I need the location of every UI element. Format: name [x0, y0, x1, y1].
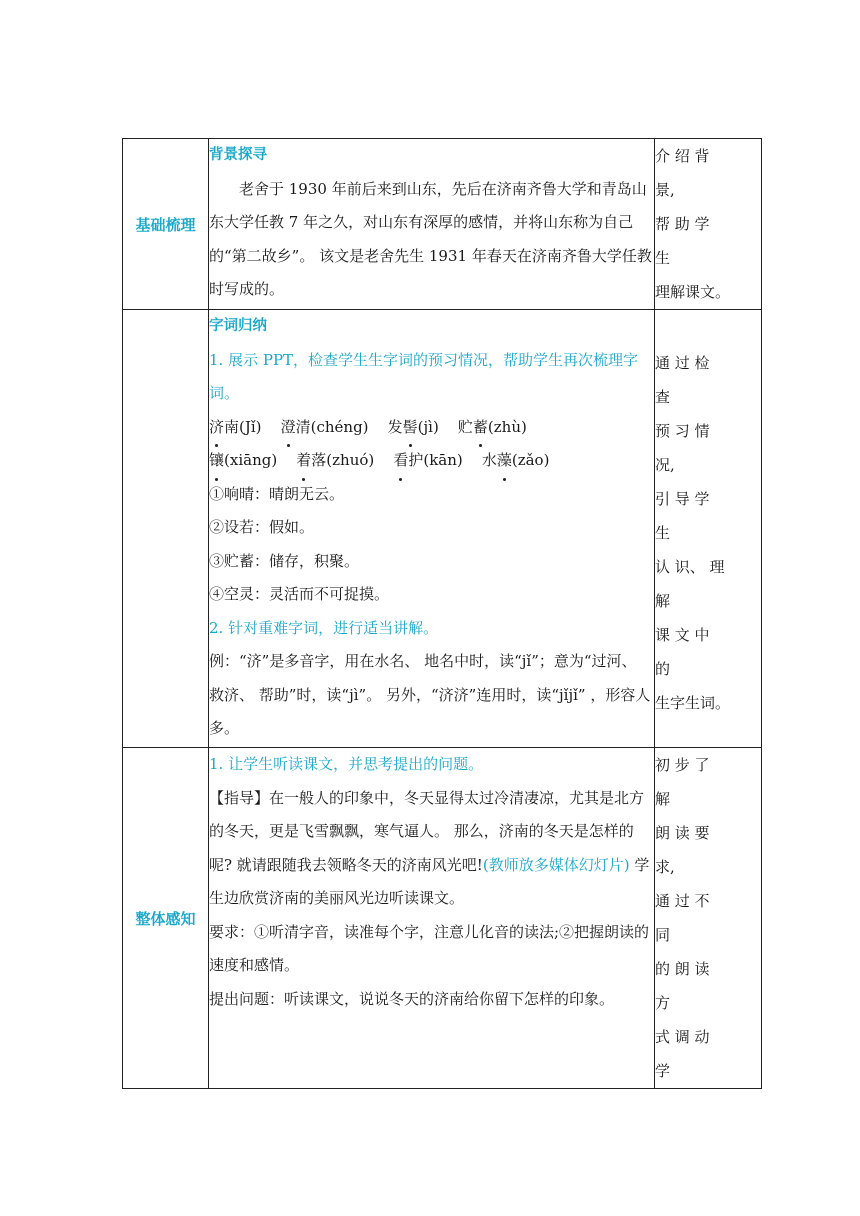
word-entry: 看护(kān) [393, 451, 462, 469]
note-line: 认 识、 理 [655, 558, 725, 576]
definition-item: ④空灵：灵活而不可捉摸。 [209, 585, 390, 603]
word-entry: 镶(xiāng) [209, 451, 277, 469]
notes-cell [655, 310, 762, 748]
note-line: 帮 助 学 [655, 215, 710, 233]
lesson-plan-table [122, 138, 762, 1089]
step-item: 2. 针对重难字词，进行适当讲解。 [209, 618, 439, 637]
teacher-note: (教师放多媒体幻灯片) [482, 855, 630, 874]
section-label: 基础梳理 [123, 139, 209, 310]
word-entry: 澄清(chéng) [281, 418, 369, 436]
word-line [209, 411, 654, 445]
word-line [209, 444, 654, 478]
word-entry: 贮蓄(zhù) [458, 418, 527, 436]
note-line: 方 [655, 994, 671, 1012]
definition-item: ③贮蓄：储存，积聚。 [209, 551, 360, 570]
note-line: 介 绍 背 [655, 147, 710, 165]
note-line: 查 [655, 388, 671, 406]
example-paragraph: 例：“济”是多音字，用在水名、 地名中时，读“jǐ”；意为“过河、 救济、 帮助”时，读“jì”。 另外，“济济”连用时，读“jǐjǐ” ，形容人多。 [209, 652, 651, 737]
background-cell [209, 139, 655, 310]
word-entry: 水藻(zǎo) [482, 451, 550, 469]
note-line: 学 [655, 1062, 671, 1080]
note-line: 景, [655, 181, 675, 199]
note-line: 初 步 了 [655, 756, 710, 774]
row-background [123, 139, 762, 310]
word-entry: 发髻(jì) [388, 418, 439, 436]
background-paragraph: 老舍于 1930 年前后来到山东，先后在济南齐鲁大学和青岛山东大学任教 7 年之久，对山东有深厚的感情，并将山东称为自己的“第二故乡”。 该文是老舍先生 1931 年春天在济南齐鲁大学任教时写成的。 [209, 179, 652, 298]
row-vocabulary [123, 310, 762, 748]
notes-cell [655, 748, 762, 1089]
note-line: 引 导 学 [655, 490, 710, 508]
vocabulary-cell [209, 310, 655, 748]
section-label [123, 310, 209, 748]
section-heading: 字词归纳 [209, 318, 267, 334]
guide-paragraph: 【指导】在一般人的印象中，冬天显得太过冷清凄凉，尤其是北方的冬天，更是飞雪飘飘，寒气逼人。 那么，济南的冬天是怎样的呢? 就请跟随我去领略冬天的济南风光吧!(教师放多媒体幻灯片) 学生边欣赏济南的美丽风光边听读课文。 [209, 788, 650, 907]
note-line: 式 调 动 [655, 1028, 710, 1046]
section-heading: 背景探寻 [209, 147, 267, 163]
notes-cell [655, 139, 762, 310]
question-paragraph: 提出问题：听读课文，说说冬天的济南给你留下怎样的印象。 [209, 989, 615, 1008]
note-line: 预 习 情 [655, 422, 710, 440]
note-line: 生字生词。 [655, 694, 731, 712]
note-line: 生 [655, 524, 671, 542]
requirement-paragraph: 要求：①听清字音，读准每个字，注意儿化音的读法;②把握朗读的速度和感情。 [209, 922, 650, 974]
note-line: 的 朗 读 [655, 960, 710, 978]
note-line: 况, [655, 456, 675, 474]
definition-item: ②设若：假如。 [209, 518, 315, 536]
guide-label: 【指导】 [209, 788, 270, 807]
note-line: 通 过 不 [655, 892, 710, 910]
note-line: 通 过 检 [655, 354, 710, 372]
step-item: 1. 展示 PPT，检查学生生字词的预习情况，帮助学生再次梳理字词。 [209, 350, 639, 402]
note-line: 课 文 中 [655, 626, 710, 644]
word-entry: 着落(zhuó) [296, 451, 374, 469]
note-line: 的 [655, 660, 671, 678]
note-line: 求, [655, 858, 675, 876]
note-line: 理解课文。 [655, 283, 731, 301]
step-item: 1. 让学生听读课文，并思考提出的问题。 [209, 755, 484, 773]
row-overall [123, 748, 762, 1089]
word-entry: 济南(Jǐ) [209, 418, 262, 436]
note-line: 朗 读 要 [655, 824, 710, 842]
overall-cell [209, 748, 655, 1089]
note-line: 解 [655, 592, 671, 610]
definition-item: ①响晴：晴朗无云。 [209, 484, 345, 503]
note-line: 生 [655, 249, 671, 267]
note-line: 同 [655, 926, 671, 944]
note-line: 解 [655, 790, 671, 808]
section-label: 整体感知 [123, 748, 209, 1089]
